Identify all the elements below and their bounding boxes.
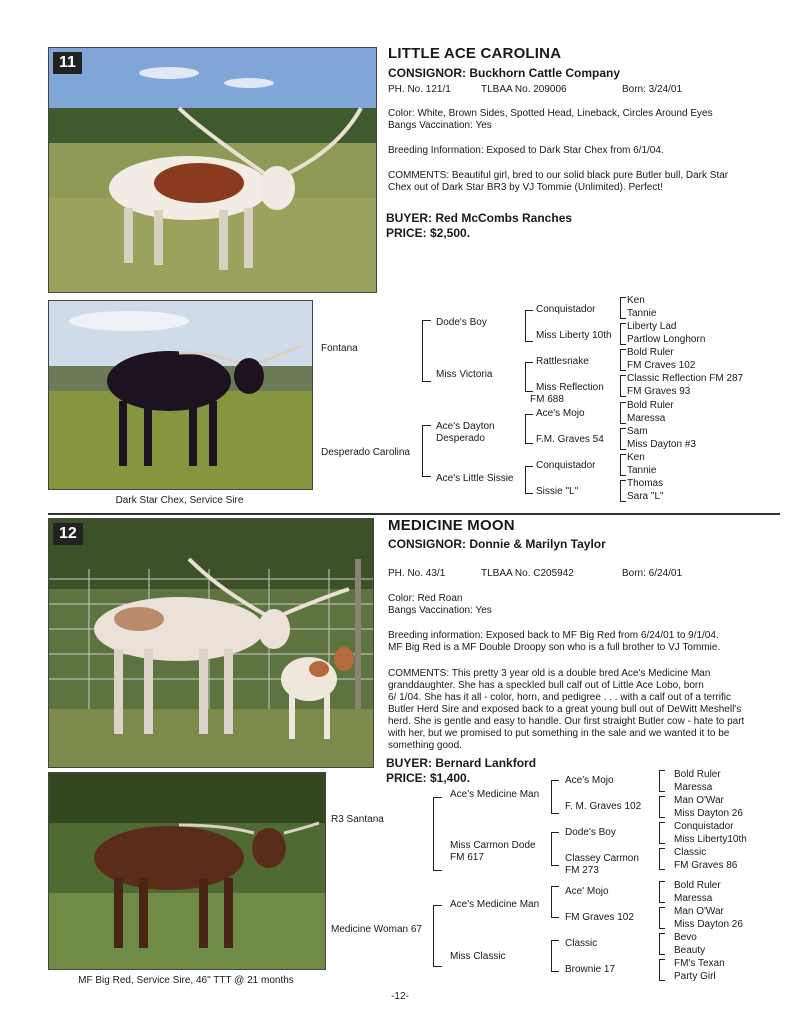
bracket <box>659 848 665 870</box>
pedigree-gen4: Bold Ruler <box>627 400 674 411</box>
pedigree-gen3: F. M. Graves 102 <box>565 801 642 812</box>
pedigree-gen4: Liberty Lad <box>627 321 677 332</box>
lot-11-bangs: Bangs Vaccination: Yes <box>388 120 492 131</box>
pedigree-gen4: Sam <box>627 426 648 437</box>
pedigree-gen4: Party Girl <box>674 971 716 982</box>
pedigree-gen3: Rattlesnake <box>536 356 589 367</box>
pedigree-gen4: Thomas <box>627 478 664 489</box>
bracket <box>620 297 626 319</box>
lot-11-breeding: Breeding Information: Exposed to Dark Star Chex from 6/1/04. <box>388 145 664 156</box>
pedigree-gen4: Tannie <box>627 465 657 476</box>
bracket <box>620 454 626 476</box>
lot-12-ph-number: PH. No. 43/1 <box>388 568 446 579</box>
lot-11-tlbaa-number: TLBAA No. 209006 <box>481 84 567 95</box>
lot-12-color: Color: Red Roan <box>388 593 463 604</box>
pedigree-sire: Fontana <box>321 343 358 354</box>
bracket <box>620 375 626 397</box>
lot-12-comments-line: herd. She is gentle and easy to handle. Our first straight Butler cow - hate to part <box>388 716 745 727</box>
lot-12-sire-caption: MF Big Red, Service Sire, 46" TTT @ 21 months <box>78 975 294 986</box>
pedigree-gen4: Maressa <box>674 782 713 793</box>
lot-12-breeding-line-2: MF Big Red is a MF Double Droopy son who is a full brother to VJ Tommie. <box>388 642 721 653</box>
pedigree-gen4: Bold Ruler <box>627 347 674 358</box>
lot-12-comments-line: with her, but we promised to put something in the sale and we wanted it to be <box>388 728 730 739</box>
lot-11-ph-number: PH. No. 121/1 <box>388 84 451 95</box>
pedigree-gen4: Bold Ruler <box>674 769 721 780</box>
pedigree-gen4: Ken <box>627 452 645 463</box>
pedigree-gen2: Ace's Dayton <box>436 421 495 432</box>
pedigree-gen3: FM 688 <box>530 394 564 405</box>
lot-11-name: LITTLE ACE CAROLINA <box>388 45 562 62</box>
pedigree-gen2: Desperado <box>436 433 485 444</box>
pedigree-gen4: Beauty <box>674 945 706 956</box>
pedigree-gen3: Sissie "L" <box>536 486 579 497</box>
bracket <box>422 320 431 382</box>
bracket <box>551 886 559 918</box>
lot-12-bangs: Bangs Vaccination: Yes <box>388 605 492 616</box>
pedigree-gen3: Ace's Mojo <box>565 775 614 786</box>
pedigree-gen3: Classey Carmon <box>565 853 639 864</box>
pedigree-gen4: Man O'War <box>674 906 724 917</box>
pedigree-gen3: Classic <box>565 938 598 949</box>
lot-11-born-date: Born: 3/24/01 <box>622 84 683 95</box>
cow-photo-image <box>49 519 373 767</box>
pedigree-gen4: Partlow Longhorn <box>627 334 706 345</box>
bracket <box>525 414 533 444</box>
lot-12-comments-line: something good. <box>388 740 462 751</box>
lot-12-price: PRICE: $1,400. <box>386 771 471 785</box>
pedigree-gen2: Dode's Boy <box>436 317 487 328</box>
page-number: -12- <box>391 991 409 1002</box>
lot-number-badge: 11 <box>53 52 82 74</box>
bracket <box>620 480 626 502</box>
lot-11-comments-line-2: Chex out of Dark Star BR3 by VJ Tommie (Unlimited). Perfect! <box>388 182 663 193</box>
pedigree-gen4: Classic <box>674 847 707 858</box>
bracket <box>620 428 626 450</box>
bracket <box>620 323 626 345</box>
pedigree-gen4: Bold Ruler <box>674 880 721 891</box>
lot-11-comments-line-1: COMMENTS: Beautiful girl, bred to our solid black pure Butler bull, Dark Star <box>388 170 729 181</box>
pedigree-gen4: Man O'War <box>674 795 724 806</box>
bracket <box>551 832 559 866</box>
bracket <box>433 905 442 967</box>
pedigree-gen2: Miss Carmon Dode <box>450 840 536 851</box>
pedigree-gen3: Brownie 17 <box>565 964 616 975</box>
bracket <box>551 940 559 972</box>
pedigree-gen4: Miss Liberty10th <box>674 834 747 845</box>
bracket <box>525 310 533 342</box>
pedigree-gen3: FM Graves 102 <box>565 912 634 923</box>
lot-12-tlbaa-number: TLBAA No. C205942 <box>481 568 574 579</box>
bracket <box>551 780 559 814</box>
lot-number-badge: 12 <box>53 523 83 545</box>
bracket <box>433 797 442 871</box>
pedigree-gen4: Classic Reflection FM 287 <box>627 373 744 384</box>
lot-11-buyer: BUYER: Red McCombs Ranches <box>386 211 573 225</box>
bracket <box>620 349 626 371</box>
pedigree-gen3: FM 273 <box>565 865 599 876</box>
pedigree-gen2: FM 617 <box>450 852 484 863</box>
lot-12-comments-line: COMMENTS: This pretty 3 year old is a double bred Ace's Medicine Man <box>388 668 711 679</box>
pedigree-gen2: Ace's Medicine Man <box>450 899 540 910</box>
bracket <box>620 402 626 424</box>
pedigree-gen4: FM Graves 93 <box>627 386 691 397</box>
pedigree-gen3: Conquistador <box>536 304 596 315</box>
bracket <box>659 933 665 955</box>
lot-12-sire-photo <box>48 772 326 970</box>
pedigree-gen2: Ace's Little Sissie <box>436 473 514 484</box>
pedigree-gen2: Miss Victoria <box>436 369 493 380</box>
pedigree-gen4: Bevo <box>674 932 697 943</box>
pedigree-gen3: F.M. Graves 54 <box>536 434 604 445</box>
pedigree-gen3: Ace's Mojo <box>536 408 585 419</box>
pedigree-gen4: FM's Texan <box>674 958 725 969</box>
lot-11-cow-photo <box>48 47 377 293</box>
pedigree-sire: R3 Santana <box>331 814 384 825</box>
pedigree-gen4: Conquistador <box>674 821 734 832</box>
pedigree-dam: Medicine Woman 67 <box>331 924 422 935</box>
lot-12-consignor: CONSIGNOR: Donnie & Marilyn Taylor <box>388 537 606 551</box>
pedigree-gen3: Dode's Boy <box>565 827 616 838</box>
bracket <box>422 425 431 477</box>
lot-11-price: PRICE: $2,500. <box>386 226 471 240</box>
bracket <box>659 881 665 903</box>
bracket <box>659 959 665 981</box>
lot-11-sire-caption: Dark Star Chex, Service Sire <box>115 495 244 506</box>
pedigree-gen3: Ace' Mojo <box>565 886 609 897</box>
bracket <box>659 822 665 844</box>
lot-12-breeding-line-1: Breeding information: Exposed back to MF Big Red from 6/24/01 to 9/1/04. <box>388 630 719 641</box>
pedigree-gen4: Miss Dayton 26 <box>674 808 743 819</box>
section-divider <box>48 513 780 515</box>
lot-12-cow-photo <box>48 518 374 768</box>
pedigree-dam: Desperado Carolina <box>321 447 410 458</box>
lot-12-name: MEDICINE MOON <box>388 517 515 534</box>
pedigree-gen4: Sara "L" <box>627 491 664 502</box>
bracket <box>525 466 533 494</box>
pedigree-gen4: FM Craves 102 <box>627 360 696 371</box>
pedigree-gen3: Miss Reflection <box>536 382 604 393</box>
pedigree-gen4: FM Graves 86 <box>674 860 738 871</box>
lot-12-born-date: Born: 6/24/01 <box>622 568 683 579</box>
sire-photo-image <box>49 301 312 489</box>
bracket <box>659 770 665 792</box>
pedigree-gen4: Tannie <box>627 308 657 319</box>
lot-12-comments-line: Butler Herd Sire and exposed back to a great young bull out of DeWitt Meshell's <box>388 704 742 715</box>
cow-photo-image <box>49 48 376 292</box>
lot-11-sire-photo <box>48 300 313 490</box>
pedigree-gen2: Miss Classic <box>450 951 506 962</box>
pedigree-gen4: Ken <box>627 295 645 306</box>
lot-12-comments-line: granddaughter. She has a speckled bull calf out of Little Ace Lobo, born <box>388 680 704 691</box>
lot-12-comments-line: 6/ 1/04. She has it all - color, horn, and pedigree . . . with a calf out of a terrific <box>388 692 731 703</box>
bracket <box>659 907 665 929</box>
pedigree-gen4: Miss Dayton #3 <box>627 439 696 450</box>
bracket <box>525 362 533 392</box>
lot-11-consignor: CONSIGNOR: Buckhorn Cattle Company <box>388 66 621 80</box>
pedigree-gen2: Ace's Medicine Man <box>450 789 540 800</box>
pedigree-gen4: Maressa <box>627 413 666 424</box>
lot-12-buyer: BUYER: Bernard Lankford <box>386 756 537 770</box>
pedigree-gen3: Miss Liberty 10th <box>536 330 612 341</box>
pedigree-gen3: Conquistador <box>536 460 596 471</box>
bracket <box>659 796 665 818</box>
lot-11-color: Color: White, Brown Sides, Spotted Head, Lineback, Circles Around Eyes <box>388 108 713 119</box>
sire-photo-image <box>49 773 325 969</box>
pedigree-gen4: Miss Dayton 26 <box>674 919 743 930</box>
pedigree-gen4: Maressa <box>674 893 713 904</box>
